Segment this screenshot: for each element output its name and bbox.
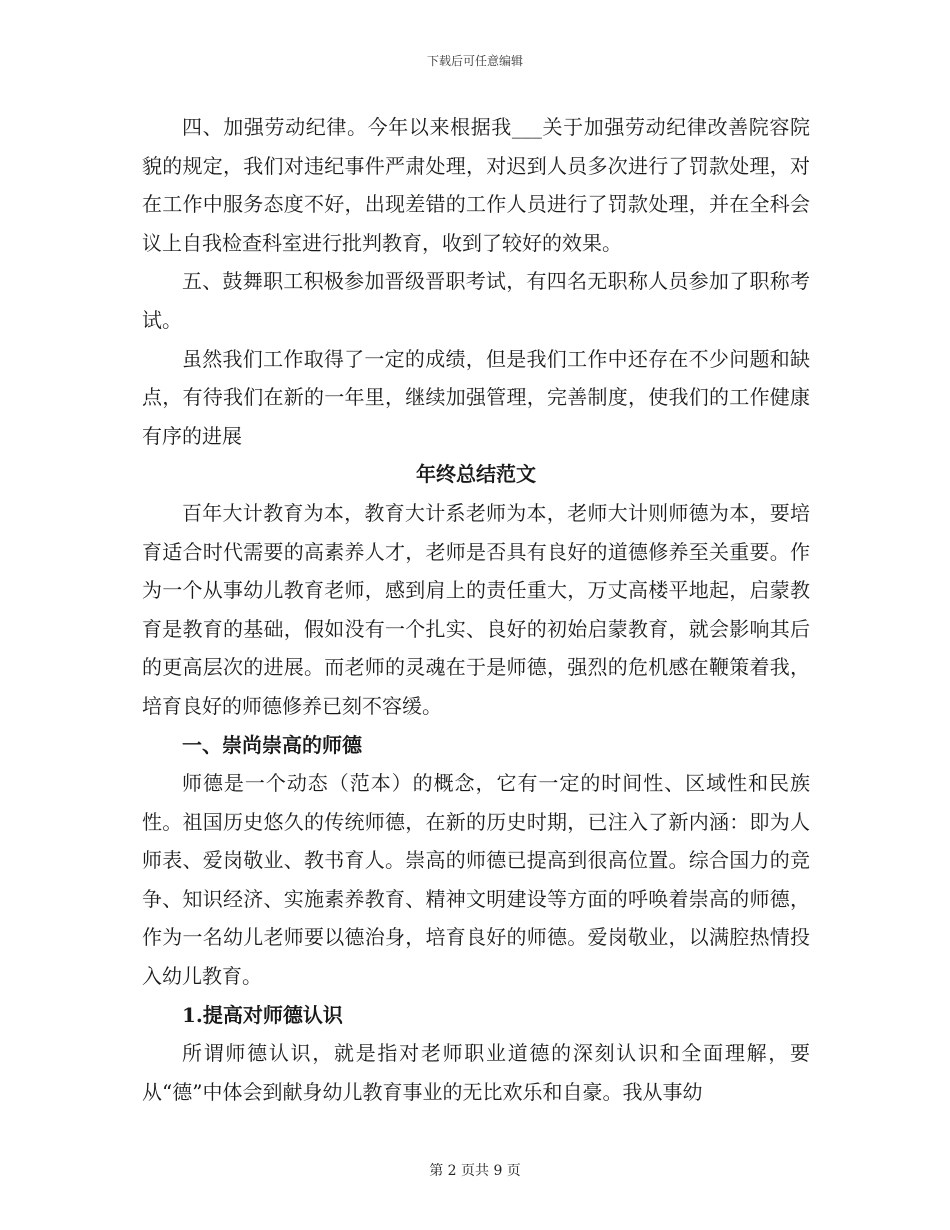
paragraph-promotion-exams: 五、鼓舞职工积极参加晋级晋职考试，有四名无职称人员参加了职称考试。: [142, 269, 810, 332]
page-footer: 第 2 页共 9 页: [429, 1163, 521, 1179]
paragraph-intro: 百年大计教育为本，教育大计系老师为本，老师大计则师德为本，要培育适合时代需要的高素养人才，老师是否具有良好的道德修养至关重要。作为一个从事幼儿教育老师，感到肩上的责任重大，万丈高楼平地起，启蒙教育是教育的基础，假如没有一个扎实、良好的初始启蒙教育，就会影响其后的更高层次的进展。而老师的灵魂在于是师德，强烈的危机感在鞭策着我，培育良好的师德修养已刻不容缓。: [142, 500, 810, 718]
section-title: 年终总结范文: [416, 462, 536, 487]
document-body: [142, 108, 810, 1111]
heading-ethics-awareness: 1.提高对师德认识: [182, 1002, 343, 1027]
page-header: 下载后可任意编辑: [426, 54, 523, 68]
paragraph-ethics: 师德是一个动态（范本）的概念，它有一定的时间性、区域性和民族性。祖国历史悠久的传统师德，在新的历史时期，已注入了新内涵：即为人师表、爱岗敬业、教书育人。崇高的师德已提高到很高位置。综合国力的竞争、知识经济、实施素养教育、精神文明建设等方面的呼唤着崇高的师德，作为一名幼儿老师要以德治身，培育良好的师德。爱岗敬业，以满腔热情投入幼儿教育。: [142, 771, 810, 989]
paragraph-labor-discipline: 四、加强劳动纪律。今年以来根据我___关于加强劳动纪律改善院容院貌的规定，我们对违纪事件严肃处理，对迟到人员多次进行了罚款处理，对在工作中服务态度不好，出现差错的工作人员进行了罚款处理，并在全科会议上自我检查科室进行批判教育，收到了较好的效果。: [142, 115, 810, 255]
paragraph-ethics-awareness: 所谓师德认识，就是指对老师职业道德的深刻认识和全面理解，要从“德”中体会到献身幼儿教育事业的无比欢乐和自豪。我从事幼: [142, 1041, 810, 1104]
heading-noble-ethics: 一、崇尚崇高的师德: [182, 732, 362, 757]
paragraph-achievements: 虽然我们工作取得了一定的成绩，但是我们工作中还存在不少问题和缺点，有待我们在新的一年里，继续加强管理，完善制度，使我们的工作健康有序的进展: [142, 346, 810, 448]
